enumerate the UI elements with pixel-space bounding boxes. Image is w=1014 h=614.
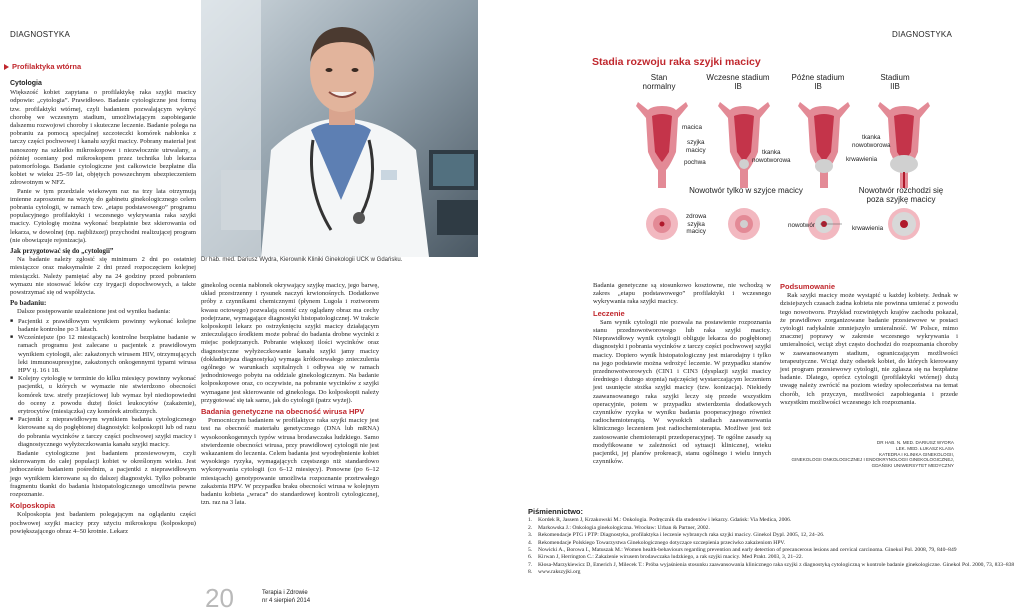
uterus-normal xyxy=(636,102,688,188)
reference-item: 5. Nowicki A., Borowa I., Matuszak M.: Women health-behaviours regarding prevention and early detection of precancerous lesions and cervical carcinoma. Ginekol Pol. 2008, 79, 840–849 xyxy=(528,547,957,554)
uterus-late xyxy=(798,102,850,188)
references-list xyxy=(528,517,1014,576)
stage-sub: IB xyxy=(734,82,742,91)
stage-label: Późne stadium xyxy=(791,73,845,82)
stage-sub: normalny xyxy=(642,82,676,91)
figure-title: Stadia rozwoju raka szyjki macicy xyxy=(592,56,761,68)
journal-info xyxy=(262,590,310,605)
caption-cervix-only: Nowotwór tylko w szyjce macicy xyxy=(689,186,803,195)
stage-sub: IIB xyxy=(890,82,900,91)
hpv-title: Badania genetyczne na obecność wirusa HPV xyxy=(201,407,365,417)
stage-label: Wczesne stadium xyxy=(706,73,770,82)
cervix-early xyxy=(728,208,760,240)
reference-item: 4. Rekomendacje Polskiego Towarzystwa Ginekologicznego dotyczące szczepienia przeciwko zakażeniom HPV. xyxy=(528,539,786,546)
reference-item: 2. Markowska J.: Onkologia ginekologiczna. Wrocław: Urban & Partner, 2002. xyxy=(528,524,710,531)
reference-text: Kirwan J, Herrington C.: Zakażenie wirusem brodawczaka ludzkiego, a rak szyjki macicy. Med Prakt. 2003, 3, 21–22. xyxy=(538,554,803,561)
caption-spread-1: Nowotwór rozchodzi się xyxy=(858,186,944,195)
uterus-early xyxy=(718,102,770,188)
reference-text: Nowicki A., Borowa I., Matuszak M.: Women health-behaviours regarding prevention and early detection of precancerous lesions and cervical carcinoma. Ginekol Pol. 2008, 79, 840–849 xyxy=(538,547,957,554)
label-tkanka-early xyxy=(752,149,791,164)
paragraph: Dalsze postępowanie uzależnione jest od wyniku badania: xyxy=(17,308,171,316)
journal-title: Terapia i Zdrowie xyxy=(262,590,308,596)
reference-item: 3. Rekomendacje PTG i PTP: Diagnostyka, profilaktyka i leczenie wybranych raka szyjki macicy. Ginekol Dypl. 2005, 12, 24–26. xyxy=(528,532,825,539)
summary-title: Podsumowanie xyxy=(780,282,836,291)
paragraph: Większość kobiet zapytana o profilaktykę raka szyjki macicy odpowie: „cytologia”. Prawidłowo. Badanie cytologiczne jest formą tzw. profilaktyki wtórnej, czyli badaniem pozwalającym wykryć chorobę we wczesnym stadium, umożliwiającym zapobieganie dalszemu rozwojowi choroby i skuteczne leczenie. Badanie polega na pobraniu za pomocą specjalnej szczoteczki komórek nabłonka z tarczy części pochwowej i kanału szyjki macicy. Pobrany materiał jest nanoszony na szkiełko mikroskopowe i niezwłocznie utrwalany, a później oceniany pod mikroskopem przez technika lub lekarza patomorfologa. Badanie cytologiczne jest całkowicie bezpłatne dla kobiet w wieku 25–59 lat, objętych powszechnym ubezpieczeniem zdrowotnym w NFZ. xyxy=(10,89,196,187)
references xyxy=(528,507,1014,577)
label-zdrowa-2: szyjka xyxy=(687,220,705,228)
doctor-photo-illustration xyxy=(201,0,478,257)
label-macica: macica xyxy=(682,124,702,131)
reference-item: 7. Kłosa-Marzykiewicz D, Emerich J, Milecek T.: Próba wyjaśnienia stosunku zaawansowania klinicznego raka szyjki z diagnostyką cytologiczną w kontrole badanie ginekologiczne. Ginekol Pol. 2000, 73, 833–838 xyxy=(528,561,1014,568)
paragraph: ginekolog ocenia nabłonek okrywający szyjkę macicy, jego barwę, układ przestrzenny i rysunek naczyń krwionośnych. Dodatkowe próby z czynnikami chemicznymi (płynem Lugola i roztworem kwasu octowego) pozwalają ocenić czy oglądany obraz ma cechy podejrzane, wymagające diagnostyki histopatologicznej. W trakcie kolposkopii lekarz po ostrzyknięciu szyjki macicy działającym znieczulająco środkiem może pobrać do badania drobne wycinki z miejsc podejrzanych. Pobranie większej ilości wycinków oraz diagnostyczne wyłyżeczkowanie kanału szyjki jamy macicy (dokładniejsza diagnostyka) wymaga krótkotrwałego znieczulenia ogólnego w warunkach szpitalnych i odbywa się w ramach jednodniowego pobytu na oddziale ginekologicznym. Na badanie kolposkopowe oraz, co oczywiste, na pobranie wycinków z szyjki wymagane jest skierowanie od ginekologa. Do kolposkopii należy przygotować się tak samo, jak do cytologii (patrz wyżej). xyxy=(201,282,379,404)
author-line: LEK. MED. ŁUKASZ KLASA xyxy=(896,445,954,451)
label-tkanka-late xyxy=(852,134,891,149)
kicker-label: Profilaktyka wtórna xyxy=(12,62,82,71)
treatment-title: Leczenie xyxy=(593,308,625,318)
doctor-photo xyxy=(201,0,478,257)
stage-label: Stadium xyxy=(880,73,910,82)
cervical-stages-diagram xyxy=(590,92,960,272)
stage-header-iib xyxy=(865,73,925,91)
reference-item[interactable]: 8. www.rakszyjki.org xyxy=(528,569,581,576)
after-title: Po badaniu: xyxy=(10,299,47,308)
list-item: ■ Pacjentki z nieprawidłowym wynikiem badania cytologicznego kierowane są do pogłębionej diagnostyki: kolposkopii lub od razu do pobrania wycinków z tarczy części pochwowej szyjki macicy i diagnostycznego wyłyżeczkowania kanału szyjki macicy. xyxy=(10,416,196,449)
stage-header-normal xyxy=(633,73,685,91)
caption-spread xyxy=(842,186,960,204)
section-header: DIAGNOSTYKA xyxy=(892,30,952,39)
label-zdrowa-3: macicy xyxy=(686,228,706,235)
stage-header-early xyxy=(698,73,778,91)
kolposkopia-title: Kolposkopia xyxy=(10,501,56,511)
label-tkanka-early-1: tkanka xyxy=(761,149,781,156)
paragraph: Na badanie należy zgłosić się minimum 2 dni po ostatniej miesiączce oraz maksymalnie 2 dni przed rozpoczęciem kolejnej miesiączki. Należy pamiętać aby na 24 godziny przed pobraniem wymazu nie stosować leków czy irygacji dopochwowych, a także powstrzymać się od współżycia. xyxy=(10,256,196,297)
reference-item: 1. Kordek R, Jassem J, Krzakowski M.: Onkologia. Podręcznik dla studentów i lekarzy. Gdańsk: Via Medica, 2006. xyxy=(528,517,792,524)
reference-text: Rekomendacje PTG i PTP: Diagnostyka, profilaktyka i leczenie wybranych raka szyjki macicy. Ginekol Dypl. 2005, 12, 24–26. xyxy=(538,532,825,539)
caption-spread-2: poza szyjkę macicy xyxy=(866,195,936,204)
left-column xyxy=(10,77,196,536)
label-zdrowa xyxy=(686,213,706,236)
reference-text: Kordek R, Jassem J, Krzakowski M.: Onkologia. Podręcznik dla studentów i lekarzy. Gdańsk: Via Medica, 2006. xyxy=(538,517,792,524)
reference-text: Markowska J.: Onkologia ginekologiczna. Wrocław: Urban & Partner, 2002. xyxy=(538,524,710,531)
page-number: 20 xyxy=(205,583,234,613)
paragraph: Pomocniczym badaniem w profilaktyce raka szyjki macicy jest test na obecność materiału genetycznego (DNA lub mRNA) wysokoonkogennych typów wirusa brodawczaka ludzkiego. Samo stwierdzenie obecności wirusa, przy prawidłowej cytologii nie jest wskazaniem do leczenia. Celem badania jest wyodrębnienie kobiet wysokiego ryzyka, wymagających częstszego niż standardowo wykonywania cytologii (co 6–12 miesięcy). Ponowne (po 6–12 miesiącach) genotypowanie umożliwia rozpoznanie przetrwałego zakażenia HPV. W przypadku braku obecności wirusa w kolejnym badaniu kobieta „wraca” do standardowej kontroli cytologicznej, tzn. raz na 3 lata. xyxy=(201,417,379,507)
paragraph: Badanie cytologiczne jest badaniem przesiewowym, czyli skierowanym do całej populacji kobiet w określonym wieku. Jest jednocześnie badaniem pośrednim, a pacjentki z nieprawidłowym jego wynikiem kierowane są do dalszej diagnostyki. Tylko pobranie fragmentu tkanki do badania histopatologicznego umożliwia pewne rozpoznanie. xyxy=(10,449,196,498)
author-line: GINEKOLOGII ONKOLOGICZNEJ I ENDOKRYNOLOGII GINEKOLOGICZNEJ, xyxy=(791,457,954,463)
list-item: ■ Kolejny cytologię w terminie do kilku miesięcy powinny wykonać pacjentki, u których w wymazie nie stwierdzono obecności komórek tzw. strefy przejściowej lub wymaz był niediopowiedni do oceny z powodu dużej ilości leukocytów (zakażenie), erytrocytów (miesiączka) czy komórek atroficznych. xyxy=(10,375,196,416)
cervix-iib xyxy=(888,208,920,240)
label-krwawienia-bottom: krwawienia xyxy=(852,225,884,232)
label-szyjka xyxy=(686,139,706,154)
paragraph: Kolposkopia jest badaniem polegającym na oglądaniu części pochwowej szyjki macicy przy użyciu mikroskopu (kolposkopu) powiększającego obraz 4–50 krotnie. Lekarz xyxy=(10,511,196,535)
prep-title: Jak przygotować się do „cytologii” xyxy=(10,247,114,256)
list-item: ■ Wcześniejsze (po 12 miesiącach) kontrolne bezpłatne badanie w ramach programu jest zalecane u pacjentek z prawidłowym wynikiem cytologii, ale: zakażonych wirusem HIV, otrzymujących leki immunosupresyjne, zakażonych onkogennymi typami wirusa HPV tj. 16 i 18. xyxy=(10,334,196,375)
middle-column xyxy=(201,282,379,507)
label-zdrowa-1: zdrowa xyxy=(686,213,707,220)
kicker xyxy=(4,62,81,71)
reference-link[interactable]: www.rakszyjki.org xyxy=(538,569,581,576)
right-column-1 xyxy=(593,282,771,466)
author-line: GDAŃSKI UNIWERSYTET MEDYCZNY xyxy=(871,463,954,469)
label-tkanka-late-1: tkanka xyxy=(861,134,881,141)
result-list xyxy=(10,318,196,449)
stage-header-late xyxy=(784,73,852,91)
label-nowotwor: nowotwór xyxy=(788,222,815,229)
reference-item: 6. Kirwan J, Herrington C.: Zakażenie wirusem brodawczaka ludzkiego, a rak szyjki macicy. Med Prakt. 2003, 3, 21–22. xyxy=(528,554,803,561)
section-header: DIAGNOSTYKA xyxy=(10,30,70,39)
references-title: Piśmiennictwo: xyxy=(528,507,584,516)
paragraph: Badania genetyczne są stosunkowo kosztowne, nie wchodzą w zakres „etapu podstawowego” profilaktyki i wczesnego wykrywania raka szyjki macicy. xyxy=(593,282,771,306)
cytology-title: Cytologia xyxy=(10,80,42,87)
reference-text: Kłosa-Marzykiewicz D, Emerich J, Milecek T.: Próba wyjaśnienia stosunku zaawansowania klinicznego raka szyjki z diagnostyką cytologiczną w kontrole badanie ginekologiczne. Ginekol Pol. 2000, 73, 833–838 xyxy=(538,561,1014,568)
author-line: DR HAB. N. MED. DARIUSZ WYDRA xyxy=(876,440,954,445)
journal-issue: nr 4 sierpień 2014 xyxy=(262,597,311,604)
reference-text: Rekomendacje Polskiego Towarzystwa Ginekologicznego dotyczące szczepienia przeciwko zakażeniom HPV. xyxy=(538,539,786,546)
label-szyjka-2: macicy xyxy=(686,146,706,154)
arrow-icon xyxy=(4,64,9,70)
right-column-2 xyxy=(780,280,958,407)
cervix-normal xyxy=(646,208,678,240)
left-page xyxy=(0,0,480,613)
label-tkanka-early-2: nowotworowa xyxy=(752,156,791,164)
stage-sub: IB xyxy=(814,82,822,91)
label-szyjka-1: szyjka xyxy=(687,139,705,146)
label-krwawienia-top: krwawienia xyxy=(846,156,878,163)
stage-label: Stan xyxy=(650,73,668,82)
paragraph: Panie w tym przedziale wiekowym raz na trzy lata otrzymują imienne zaproszenie na wizytę do gabinetu ginekologicznego celem pobrania cytologii, w ramach tzw. „etapu podstawowego” programu populacyjnego profilaktyki i wczesnego wykrywania raka szyjki macicy. Cytologię można wykonać bezpłatnie bez skierowania od lekarza, w dowolnej (np. najbliższej) przychodni realizującej program (nie obowiązuje rejonizacja). xyxy=(10,187,196,244)
author-line: KATEDRA I KLINIKA GINEKOLOGII, xyxy=(879,451,954,457)
label-tkanka-late-2: nowotworowa xyxy=(852,141,891,149)
photo-caption: Dr hab. med. Dariusz Wydra, Kierownik Kliniki Ginekologii UCK w Gdańsku. xyxy=(201,257,403,263)
label-pochwa: pochwa xyxy=(684,159,706,166)
list-item: ■ Pacjentki z prawidłowym wynikiem powinny wykonać kolejne badanie kontrolne po 3 latach. xyxy=(10,318,196,334)
author-block xyxy=(774,440,954,469)
paragraph: Sam wynik cytologii nie pozwala na postawienie rozpoznania stanu przednowotworowego lub raka szyjki macicy. Nieprawidłowy wynik cytologii obliguje lekarza do pogłębionej diagnostyki i pobrania wycinków z tarczy części pochwowej szyjki macicy. Dopiero wynik histopatologiczny jest miarodajny i tylko na jego podstawie można wdrożyć leczenie. W przypadku stanów przednowotworowych (CIN1 i CIN3 (dysplazji szyjki macicy średniego i dużego stopnia) najczęściej wystarczającym leczeniem jest usunięcie stożka szyjki macicy (tzw. konizacja). Niekiedy zaawansowanego raka szyjki leczy się przede wszystkim operacyjnie, potem w przypadku stwierdzenia dodatkowych czynników ryzyka w wyniku badania pooperacyjnego również radiochemioterapią. W wysokich stadiach zaawansowania klinicznego leczeniem jest radiochemioterapia. Możliwe jest też zastosowanie chemioterapii przedoperacyjnej. Te ogólne zasady są modyfikowane w zależności od sytuacji klinicznej, wieku pacjentki, jej planów prokreacji, stanu ogólnego i wielu innych czynników. xyxy=(593,318,771,466)
paragraph: Rak szyjki macicy może wystąpić u każdej kobiety. Jednak w dzisiejszych czasach żadna kobieta nie powinna umierać z powodu tego nowotworu. Przykład rozwiniętych krajów zachodu pokazał, że prawidłowo zorganizowane badanie przesiewowe w postaci cytologii radykalnie zmniejszyło umieralność. W Polsce, mimo znacznej poprawy w zakresie wczesnego wykrywania i umieralności, wciąż zbyt często dochodzi do rozpoznania choroby w zaawansowanym stadium, ograniczającym możliwości terapeutyczne. Wciąż duży odsetek kobiet, do których kierowany jest program przesiewowy cytologii, nie zgłasza się na bezpłatne badanie. Dlatego, oprócz cytologii (profilaktyki wtórnej) dużą uwagę należy zwrócić na poziom wiedzy społeczeństwa na temat chorób, ich przyczyn, możliwości zapobiegania i przede wszystkim możliwości wczesnego ich rozpoznania. xyxy=(780,292,958,406)
